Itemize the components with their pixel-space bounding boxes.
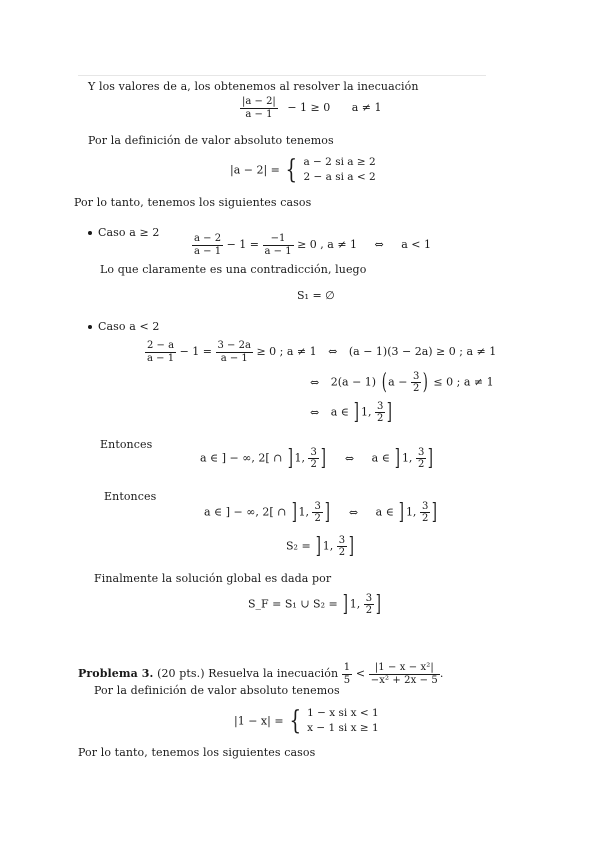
definition-text-2: Por la definición de valor absoluto tenemos — [94, 684, 340, 697]
case-2-step-3: ⇔ a ∈ ] 1, $\frac{3}{2}$ ] — [310, 400, 393, 425]
entonces-expression-1: a ∈ ] − ∞, 2[ ∩ ] 1, $\frac{3}{2}$ ] ⇔ a ∈ ] 1, $\frac{3}{2}$ ] — [200, 446, 434, 471]
solution-s2: S₂ = ] 1, $\frac{3}{2}$ ] — [286, 534, 355, 559]
case-2-step-2: ⇔ 2(a − 1) ( a − $\frac{3}{2}$ ) ≤ 0 ; a ≠ 1 — [310, 370, 494, 395]
case-1-expression: $\frac{a - 2}{a - 1}$ − 1 = $\frac{-1}{a - 1}$ ≥ 0 , a ≠ 1 ⇔ a < 1 — [194, 233, 432, 257]
intro-text: Y los valores de a, los obtenemos al resolver la inecuación — [88, 80, 419, 93]
solution-s1: S₁ = ∅ — [297, 289, 335, 302]
definition-text: Por la definición de valor absoluto tenemos — [88, 134, 334, 147]
cases-intro-2: Por lo tanto, tenemos los siguientes casos — [78, 746, 316, 759]
problem-3-statement: Problema 3. (20 pts.) Resuelva la inecuación $\frac{1}{5}$ < $\frac{\text{|1 − x − x²|}}{\text{−x² + 2x − 5}}$ . — [78, 662, 444, 686]
case-1-label: Caso a ≥ 2 — [88, 226, 160, 239]
abs-x-definition: |1 − x| = { 1 − x si x < 1 x − 1 si x ≥ 1 — [234, 706, 379, 737]
cases-intro: Por lo tanto, tenemos los siguientes casos — [74, 196, 312, 209]
bullet-icon — [88, 231, 92, 235]
page-top-rule — [78, 75, 486, 76]
contradiction-text: Lo que claramente es una contradicción, luego — [100, 263, 367, 276]
case-2-expression: $\frac{2 - a}{a - 1}$ − 1 = $\frac{3 - 2a}{a - 1}$ ≥ 0 ; a ≠ 1 ⇔ (a − 1)(3 − 2a) ≥ 0 ; a ≠ 1 — [147, 340, 497, 364]
entonces-label-1: Entonces — [100, 438, 153, 451]
final-text: Finalmente la solución global es dada por — [94, 572, 332, 585]
entonces-label-2: Entonces — [104, 490, 157, 503]
inequality-1: $\frac{|a - 2|}{a - 1}$ − 1 ≥ 0 a ≠ 1 — [242, 96, 382, 120]
bullet-icon — [88, 325, 92, 329]
global-solution: S_F = S₁ ∪ S₂ = ] 1, $\frac{3}{2}$ ] — [248, 592, 382, 617]
abs-a-definition: |a − 2| = { a − 2 si a ≥ 2 2 − a si a < 2 — [230, 155, 376, 186]
case-2-label: Caso a < 2 — [88, 320, 160, 333]
entonces-expression-2: a ∈ ] − ∞, 2[ ∩ ] 1, $\frac{3}{2}$ ] ⇔ a ∈ ] 1, $\frac{3}{2}$ ] — [204, 500, 438, 525]
